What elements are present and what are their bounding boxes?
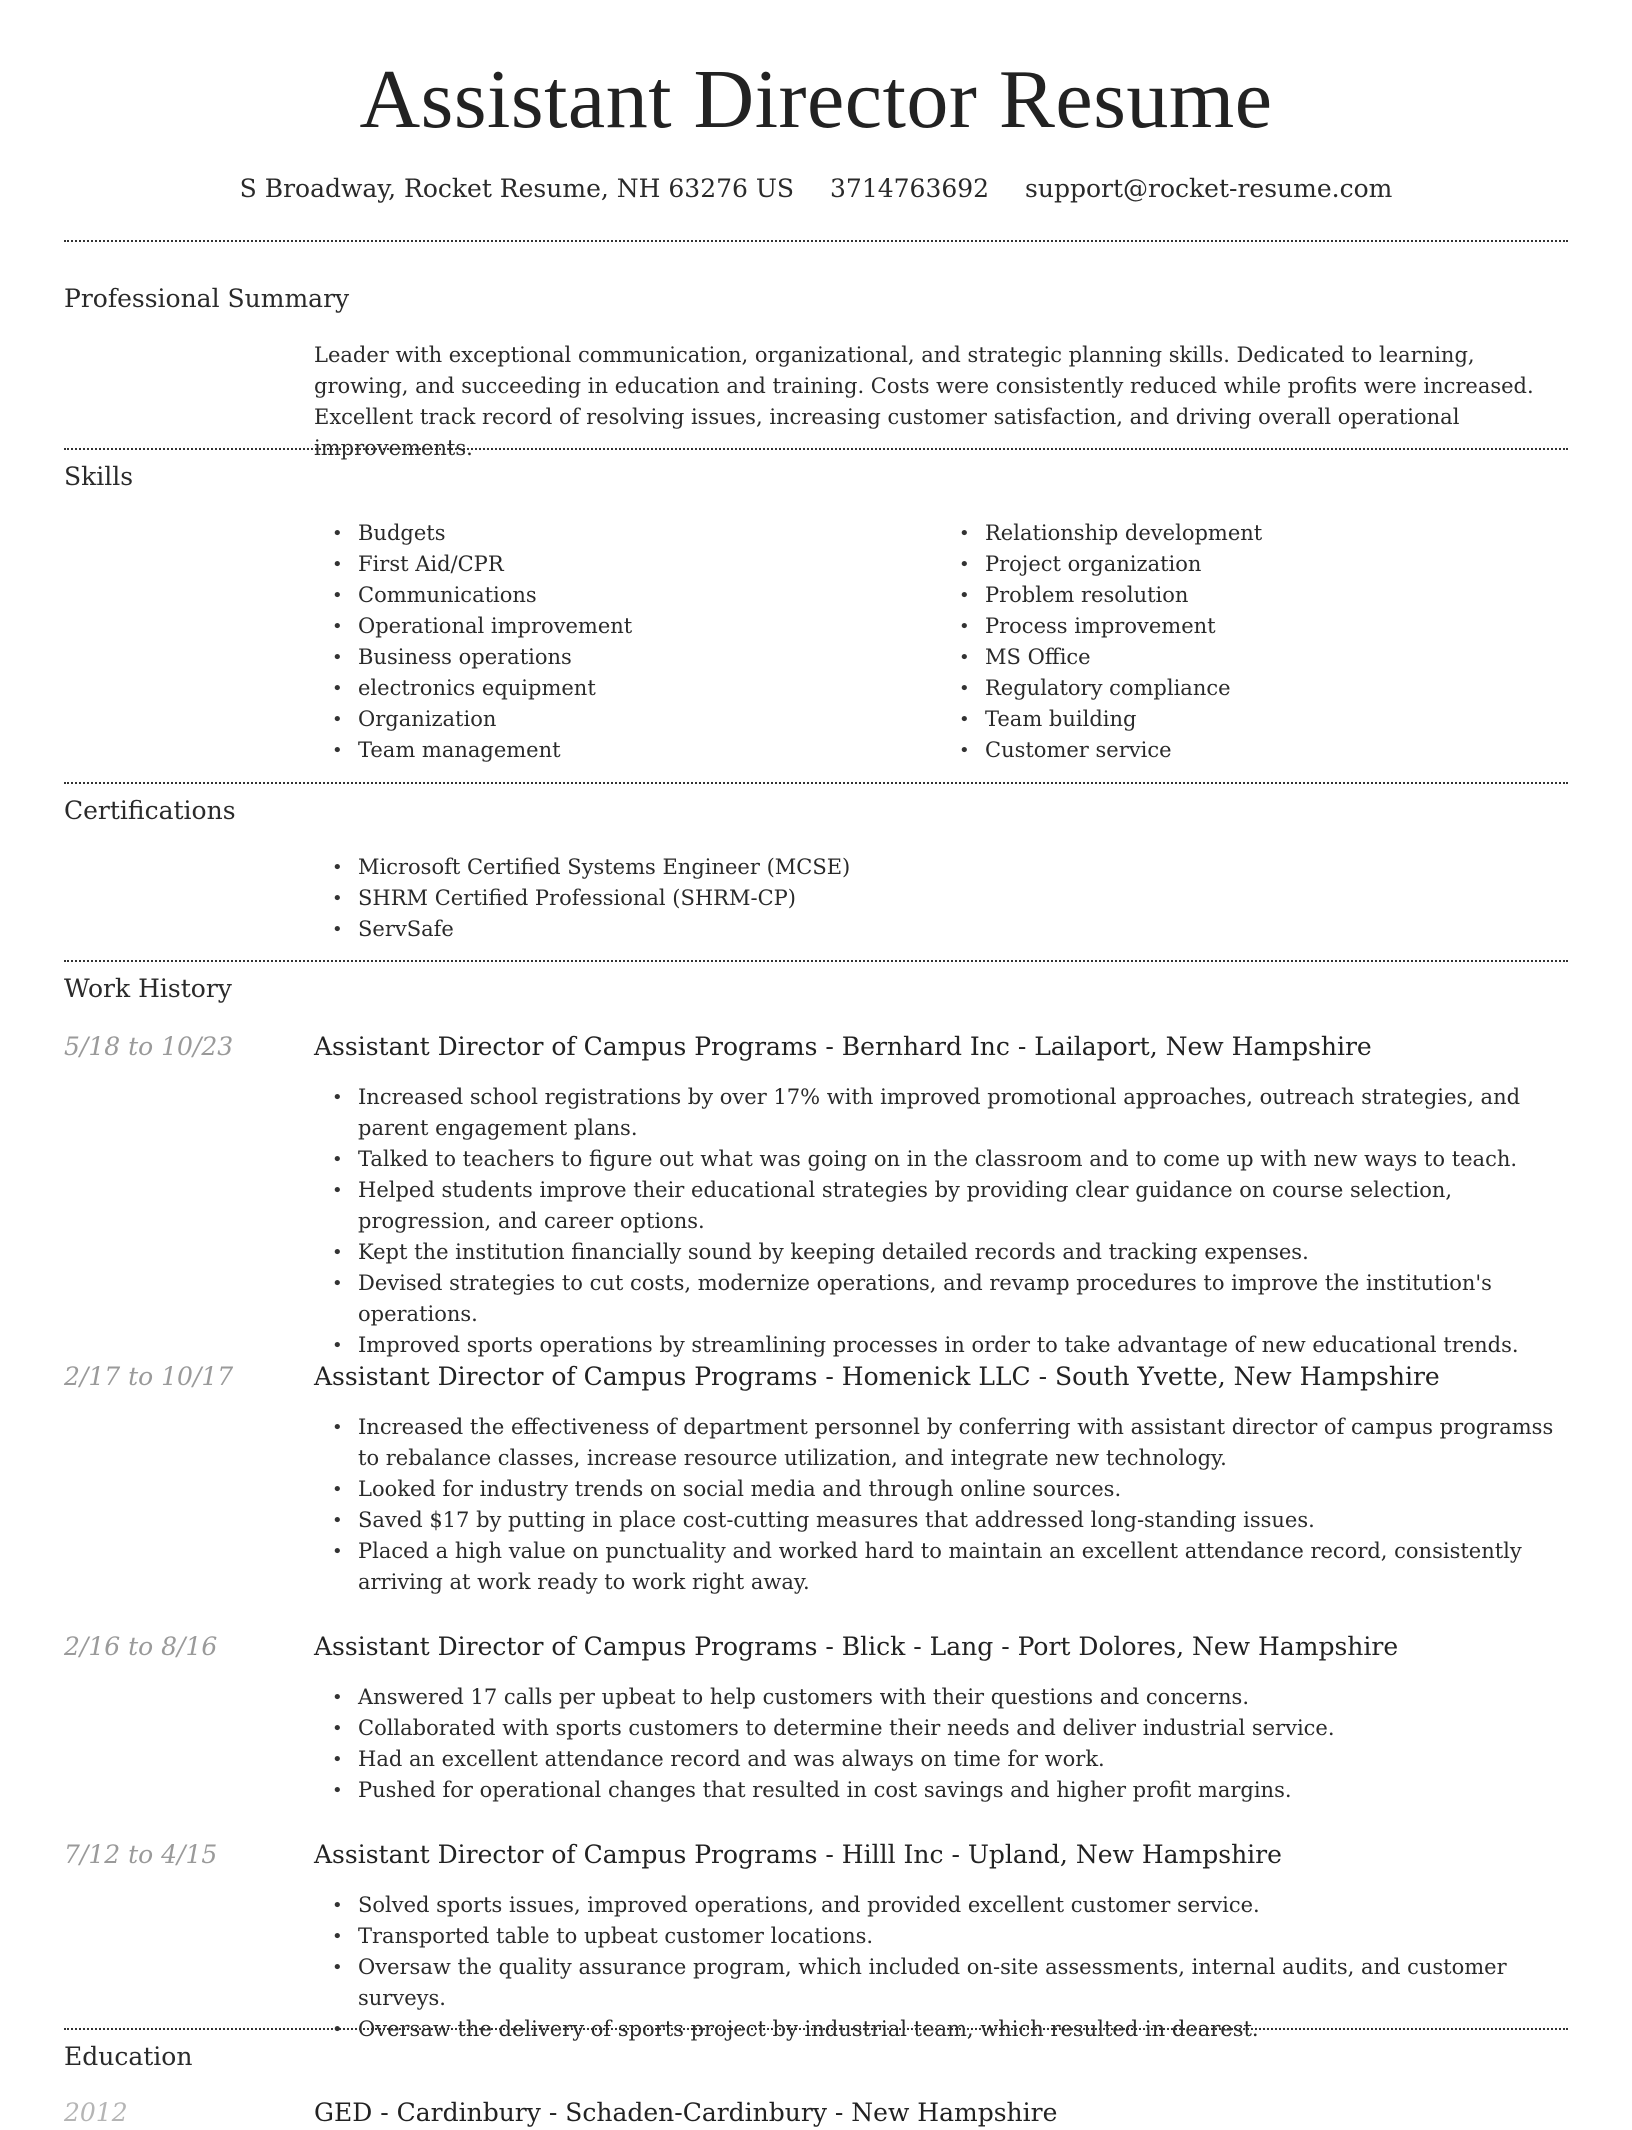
skill-item: • Business operations (358, 642, 941, 673)
divider (64, 2028, 1568, 2030)
duty-item: • Increased school registrations by over 17% with improved promotional approaches, outreach strategies, and parent engagement plans. (358, 1082, 1568, 1144)
job-dates: 2/16 to 8/16 (64, 1632, 218, 1661)
job-title: Assistant Director of Campus Programs - Bernhard Inc - Lailaport, New Hampshire (314, 1032, 1372, 1061)
page-title: Assistant Director Resume (359, 53, 1273, 146)
skill-item: • electronics equipment (358, 673, 941, 704)
duty-item: • Oversaw the delivery of sports project by industrial team, which resulted in dearest. (358, 2014, 1568, 2045)
summary-heading: Professional Summary (64, 284, 350, 313)
certifications-content (314, 852, 1568, 945)
skill-item: • Project organization (985, 549, 1568, 580)
skill-item: • Problem resolution (985, 580, 1568, 611)
skill-item: • Organization (358, 704, 941, 735)
duty-item: • Placed a high value on punctuality and worked hard to maintain an excellent attendance record, consistently arriving at work ready to work right away. (358, 1536, 1568, 1598)
duty-item: • Devised strategies to cut costs, modernize operations, and revamp procedures to improve the institution's operations. (358, 1268, 1568, 1330)
duty-item: • Transported table to upbeat customer locations. (358, 1921, 1568, 1952)
skills-list-left (314, 518, 941, 766)
duty-item: • Improved sports operations by streamlining processes in order to take advantage of new educational trends. (358, 1330, 1568, 1361)
divider (64, 240, 1568, 242)
certification-item: • SHRM Certified Professional (SHRM-CP) (358, 883, 1568, 914)
certification-item: • ServSafe (358, 914, 1568, 945)
skill-item: • Team management (358, 735, 941, 766)
skill-item: • Relationship development (985, 518, 1568, 549)
certification-item: • Microsoft Certified Systems Engineer (MCSE) (358, 852, 1568, 883)
education-entry: GED - Cardinbury - Schaden-Cardinbury - New Hampshire (314, 2098, 1058, 2127)
job-title: Assistant Director of Campus Programs - Blick - Lang - Port Dolores, New Hampshire (314, 1632, 1399, 1661)
job-title: Assistant Director of Campus Programs - Hilll Inc - Upland, New Hampshire (314, 1840, 1282, 1869)
skill-item: • Communications (358, 580, 941, 611)
skill-item: • Customer service (985, 735, 1568, 766)
duty-item: • Solved sports issues, improved operations, and provided excellent customer service. (358, 1890, 1568, 1921)
skill-item: • Operational improvement (358, 611, 941, 642)
job-title: Assistant Director of Campus Programs - Homenick LLC - South Yvette, New Hampshire (314, 1362, 1440, 1391)
phone-text: 3714763692 (830, 174, 990, 203)
job-dates: 7/12 to 4/15 (64, 1840, 218, 1869)
duty-item: • Answered 17 calls per upbeat to help customers with their questions and concerns. (358, 1682, 1568, 1713)
job-duties (314, 1890, 1568, 2045)
duty-item: • Had an excellent attendance record and was always on time for work. (358, 1744, 1568, 1775)
job-duties (314, 1682, 1568, 1806)
job-duties (314, 1082, 1568, 1361)
duty-item: • Saved $17 by putting in place cost-cutting measures that addressed long-standing issues. (358, 1505, 1568, 1536)
divider (64, 960, 1568, 962)
certifications-list (314, 852, 1568, 945)
duty-item: • Increased the effectiveness of department personnel by conferring with assistant director of campus programss to rebalance classes, increase resource utilization, and integrate new technology. (358, 1412, 1568, 1474)
job-duties (314, 1412, 1568, 1598)
duty-item: • Looked for industry trends on social media and through online sources. (358, 1474, 1568, 1505)
education-heading: Education (64, 2042, 193, 2071)
duty-item: • Talked to teachers to figure out what was going on in the classroom and to come up with new ways to teach. (358, 1144, 1568, 1175)
duty-item: • Kept the institution financially sound by keeping detailed records and tracking expenses. (358, 1237, 1568, 1268)
skills-list-right (941, 518, 1568, 766)
skill-item: • MS Office (985, 642, 1568, 673)
address-text: S Broadway, Rocket Resume, NH 63276 US (239, 174, 795, 203)
contact-line (64, 172, 1568, 206)
work-history-heading: Work History (64, 974, 232, 1003)
skill-item: • Process improvement (985, 611, 1568, 642)
job-dates: 2/17 to 10/17 (64, 1362, 234, 1391)
skills-heading: Skills (64, 462, 134, 491)
duty-item: • Oversaw the quality assurance program, which included on-site assessments, internal audits, and customer surveys. (358, 1952, 1568, 2014)
summary-text: Leader with exceptional communication, organizational, and strategic planning skills. Dedicated to learning, growing, and succeeding in education and training. Costs were consistently reduced while profits were increased. Excellent track record of resolving issues, increasing customer satisfaction, and driving overall operational improvements. (314, 343, 1534, 460)
duty-item: • Helped students improve their educational strategies by providing clear guidance on course selection, progression, and career options. (358, 1175, 1568, 1237)
divider (64, 782, 1568, 784)
email-link[interactable]: support@rocket-resume.com (1025, 174, 1393, 203)
skills-content (314, 518, 1568, 766)
duty-item: • Pushed for operational changes that resulted in cost savings and higher profit margins. (358, 1775, 1568, 1806)
summary-content (314, 340, 1568, 464)
duty-item: • Collaborated with sports customers to determine their needs and deliver industrial service. (358, 1713, 1568, 1744)
divider (64, 448, 1568, 450)
skill-item: • First Aid/CPR (358, 549, 941, 580)
education-date: 2012 (64, 2098, 128, 2127)
skill-item: • Regulatory compliance (985, 673, 1568, 704)
job-dates: 5/18 to 10/23 (64, 1032, 234, 1061)
skill-item: • Budgets (358, 518, 941, 549)
certifications-heading: Certifications (64, 796, 236, 825)
skill-item: • Team building (985, 704, 1568, 735)
